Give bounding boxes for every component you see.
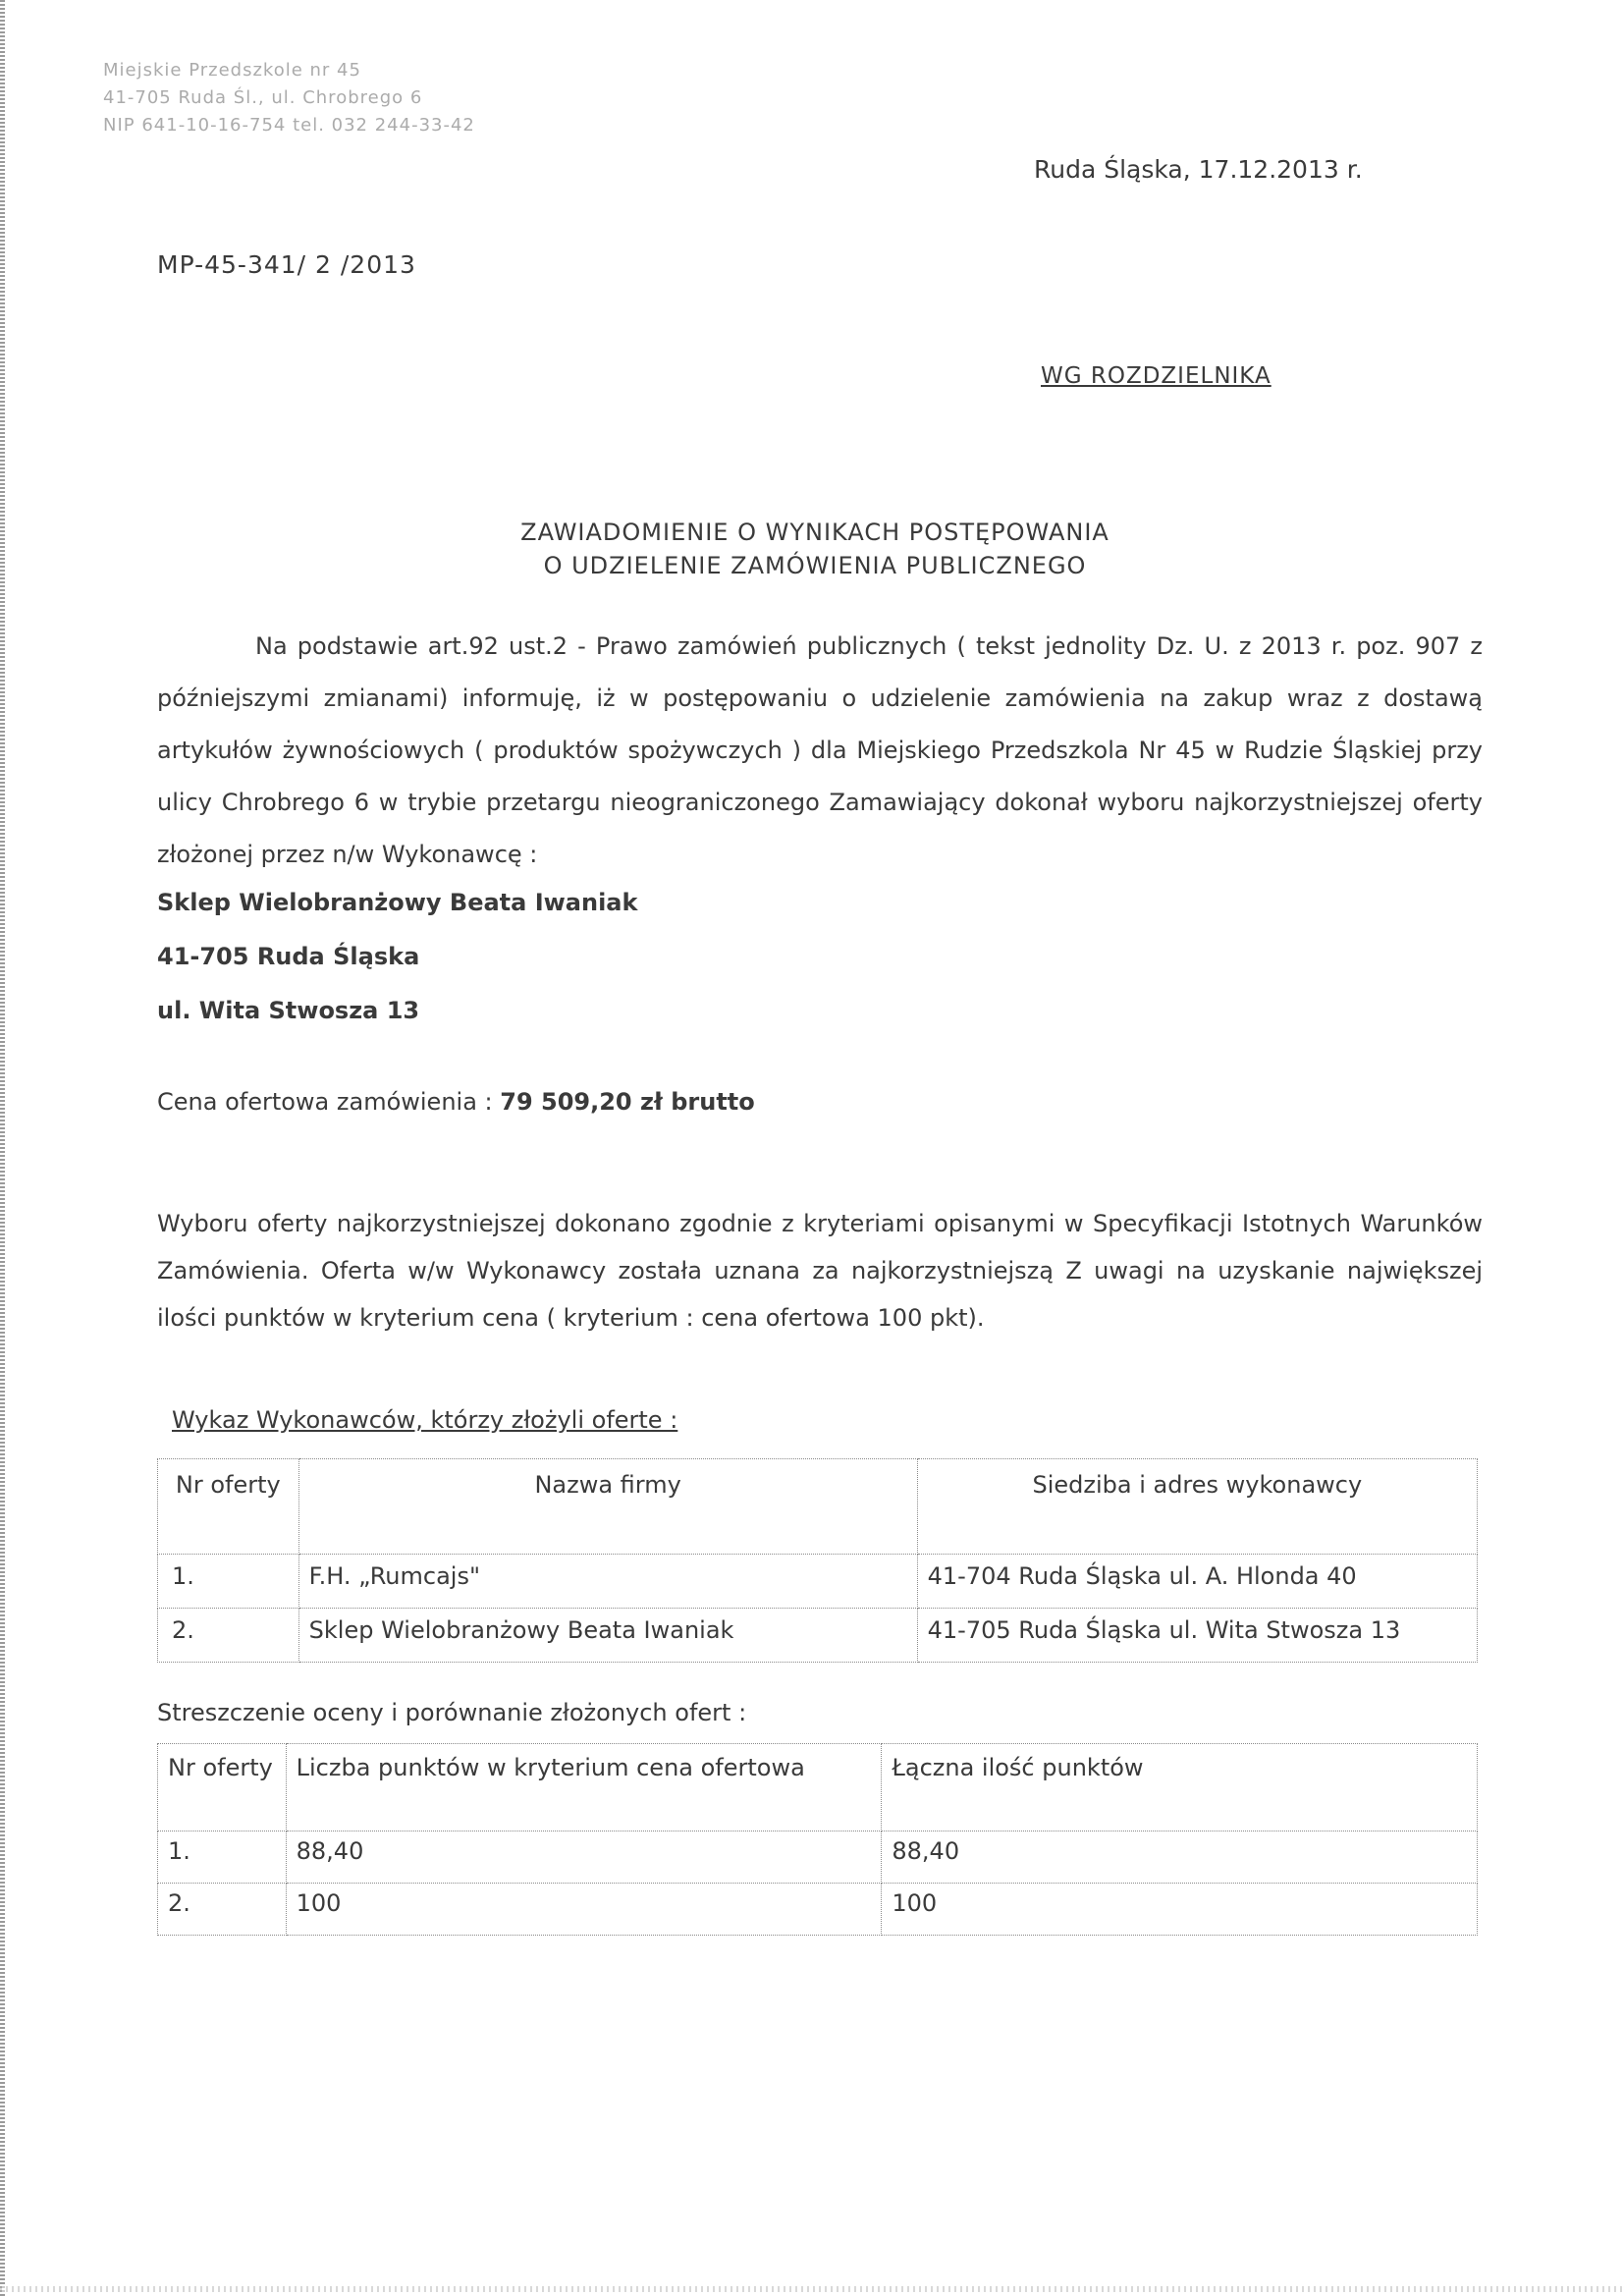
table-row [158,1609,1478,1663]
stamp-line: Miejskie Przedszkole nr 45 [103,60,361,81]
title-line: O UDZIELENIE ZAMÓWIENIA PUBLICZNEGO [543,552,1087,579]
offer-price [157,1088,755,1116]
criteria-paragraph: Wyboru oferty najkorzystniejszej dokonano zgodnie z kryteriami opisanymi w Specyfikacji Istotnych Warunków Zamówienia. Oferta w/w Wykonawcy została uznana za najkorzystniejszą Z uwagi na uzyskanie największej ilości punktów w kryterium cena ( kryterium : cena ofertowa 100 pkt). [157,1210,1483,1332]
table-cell: 1. [158,1555,299,1609]
distribution-note: WG ROZDZIELNIKA [1041,363,1271,389]
winner-city: 41-705 Ruda Śląska [157,943,420,970]
table-cell: 2. [158,1884,287,1936]
column-header: Łączna ilość punktów [882,1744,1478,1831]
winner-street: ul. Wita Stwosza 13 [157,997,420,1024]
stamp-line: NIP 641-10-16-754 tel. 032 244-33-42 [103,115,475,136]
table-row [158,1555,1478,1609]
table-cell: 88,40 [882,1831,1478,1884]
column-header: Siedziba i adres wykonawcy [917,1459,1477,1555]
summary-title: Streszczenie oceny i porównanie złożonych ofert : [157,1699,747,1726]
stamp-line: 41-705 Ruda Śl., ul. Chrobrego 6 [103,87,423,108]
contractors-title: Wykaz Wykonawców, którzy złożyli oferte : [172,1406,678,1434]
title-line: ZAWIADOMIENIE O WYNIKACH POSTĘPOWANIA [520,519,1109,546]
winner-name: Sklep Wielobranżowy Beata Iwaniak [157,889,638,916]
contractors-table [157,1458,1478,1663]
table-cell: 41-705 Ruda Śląska ul. Wita Stwosza 13 [917,1609,1477,1663]
institution-stamp [103,57,475,139]
column-header: Liczba punktów w kryterium cena ofertowa [286,1744,882,1831]
intro-paragraph: Na podstawie art.92 ust.2 - Prawo zamówień publicznych ( tekst jednolity Dz. U. z 2013 r. poz. 907 z późniejszymi zmianami) informuję, iż w postępowaniu o udzielenie zamówienia na zakup wraz z dostawą artykułów żywnościowych ( produktów spożywczych ) dla Miejskiego Przedszkola Nr 45 w Rudzie Śląskiej przy ulicy Chrobrego 6 w trybie przetargu nieograniczonego Zamawiający dokonał wyboru najkorzystniejszej oferty złożonej przez n/w Wykonawcę : [157,632,1483,868]
table-cell: 1. [158,1831,287,1884]
document-title [324,516,1306,582]
table-header-row [158,1744,1478,1831]
column-header: Nr oferty [158,1744,287,1831]
scan-edge [0,0,5,2296]
table-cell: 41-704 Ruda Śląska ul. A. Hlonda 40 [917,1555,1477,1609]
price-amount: 79 509,20 zł brutto [500,1088,755,1116]
winner-block [157,876,637,1038]
summary-table [157,1743,1478,1936]
price-label: Cena ofertowa zamówienia : [157,1088,501,1116]
table-cell: Sklep Wielobranżowy Beata Iwaniak [298,1609,917,1663]
table-row [158,1831,1478,1884]
table-cell: 2. [158,1609,299,1663]
place-date: Ruda Śląska, 17.12.2013 r. [1034,155,1363,184]
table-cell: 100 [286,1884,882,1936]
table-cell: 100 [882,1884,1478,1936]
scan-edge [0,2286,1623,2292]
column-header: Nazwa firmy [298,1459,917,1555]
column-header: Nr oferty [158,1459,299,1555]
reference-number: MP-45-341/ 2 /2013 [157,250,416,279]
table-header-row [158,1459,1478,1555]
table-cell: 88,40 [286,1831,882,1884]
table-row [158,1884,1478,1936]
table-cell: F.H. „Rumcajs" [298,1555,917,1609]
